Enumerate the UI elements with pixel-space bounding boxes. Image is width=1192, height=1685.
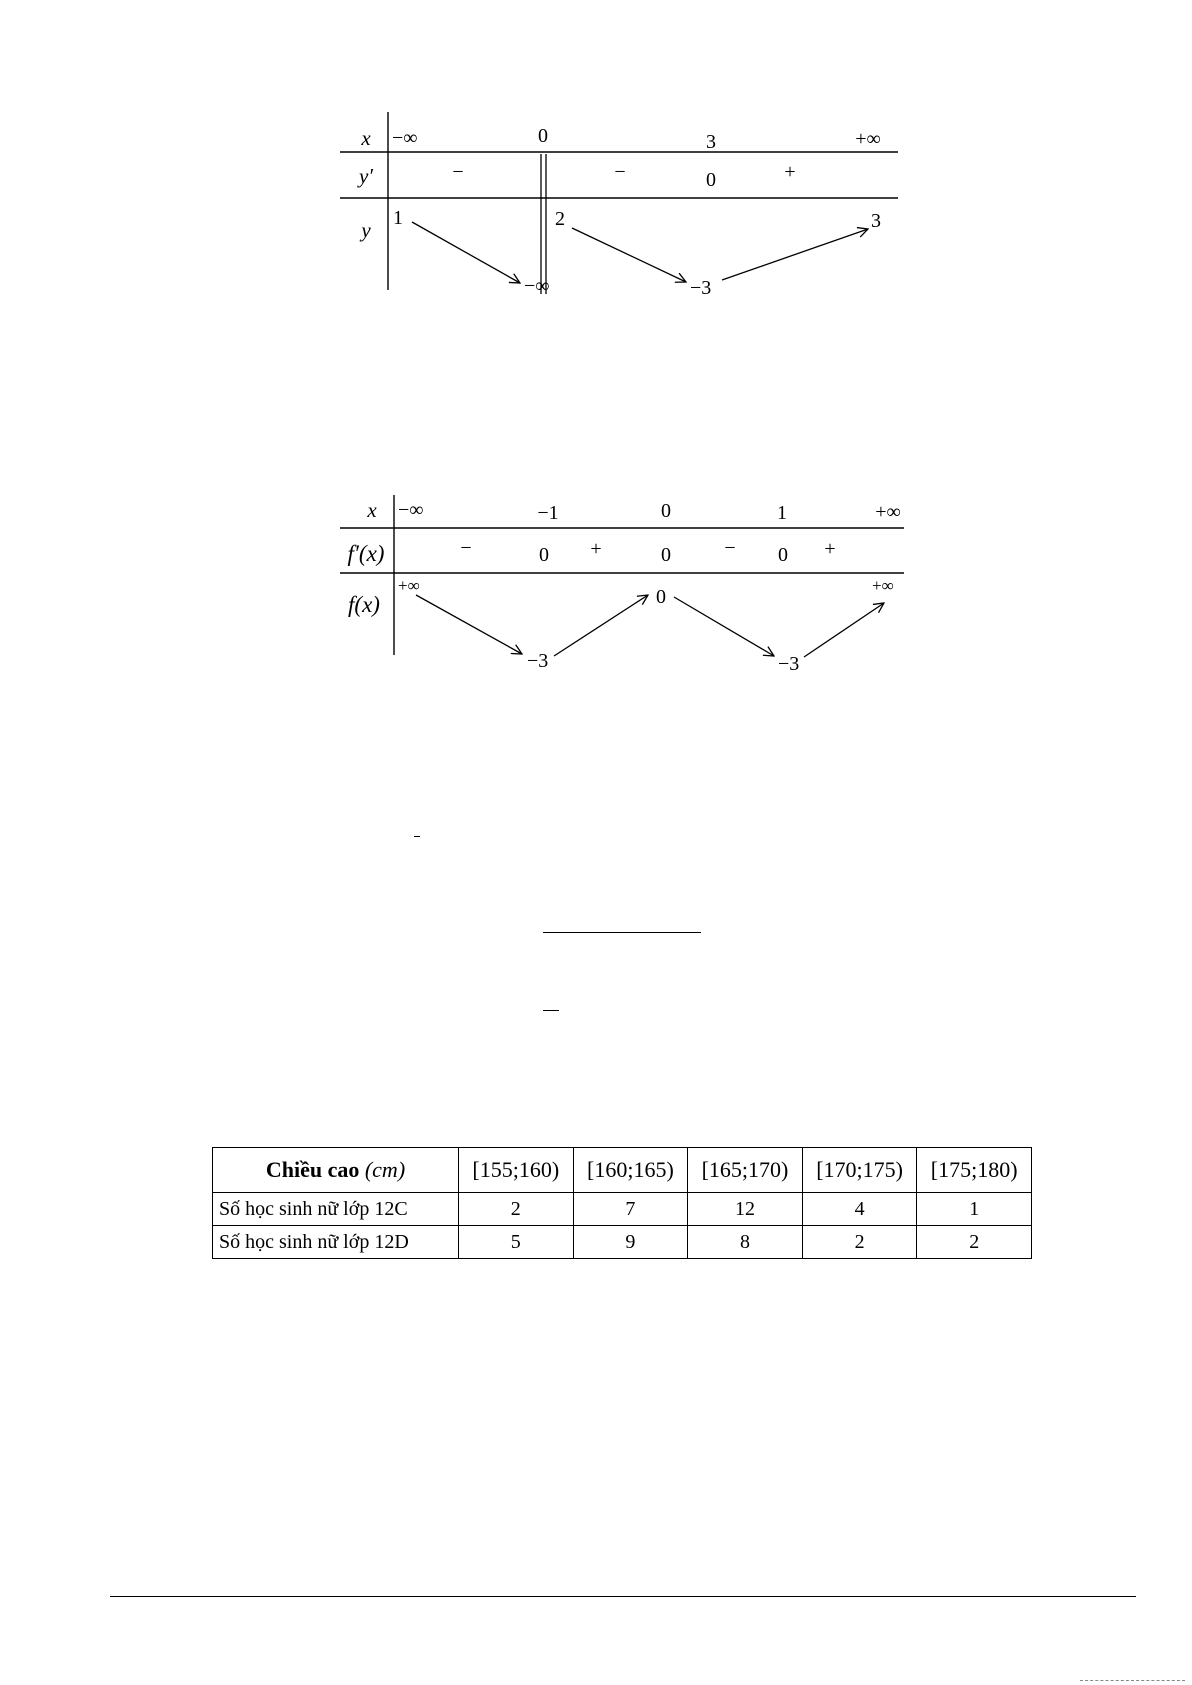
table2-arrow-down-1	[416, 595, 522, 654]
table1-x-plus-infinity: +∞	[855, 128, 881, 150]
table1-value-3: 3	[871, 210, 881, 232]
cell-12c-3: 12	[688, 1193, 803, 1226]
table2-value-plus-infinity-right: +∞	[872, 576, 894, 595]
table1-sign-1: −	[452, 161, 464, 183]
table1-label-derivative: y′	[359, 164, 373, 188]
table1-x-3: 3	[706, 131, 716, 153]
table2-x-minus-infinity: −∞	[398, 499, 424, 521]
header-interval-2: [160;165)	[573, 1148, 688, 1193]
table2-x-1: 1	[777, 502, 787, 524]
table1-value-minus-infinity: −∞	[524, 275, 550, 297]
table1-derivative-zero: 0	[706, 169, 716, 191]
table2-arrow-down-2	[674, 597, 774, 656]
fraction-bar-short	[543, 1010, 559, 1011]
cell-12c-4: 4	[802, 1193, 917, 1226]
height-frequency-table	[212, 1147, 1032, 1259]
variation-table-1-drawing	[330, 112, 910, 312]
table2-value-plus-infinity-left: +∞	[398, 576, 420, 595]
table2-sign-3: −	[724, 537, 736, 559]
table2-value-0: 0	[656, 586, 666, 608]
table2-label-function: f(x)	[348, 592, 380, 617]
header-interval-5: [175;180)	[917, 1148, 1032, 1193]
header-interval-3: [165;170)	[688, 1148, 803, 1193]
table2-value-minus-3-left: −3	[527, 650, 549, 672]
table1-arrow-up	[722, 229, 868, 280]
cell-12c-5: 1	[917, 1193, 1032, 1226]
header-interval-1: [155;160)	[459, 1148, 574, 1193]
table2-arrow-up-1	[554, 595, 648, 656]
table1-x-0: 0	[538, 125, 548, 147]
table2-arrow-up-2	[804, 603, 884, 657]
cell-12d-2: 9	[573, 1226, 688, 1259]
table1-label-x: x	[361, 126, 371, 150]
table2-x-minus-1: −1	[537, 502, 559, 524]
table2-x-0: 0	[661, 500, 671, 522]
cell-12d-3: 8	[688, 1226, 803, 1259]
fraction-bar-small	[414, 836, 420, 837]
cell-12d-1: 5	[459, 1226, 574, 1259]
table1-value-1: 1	[393, 207, 403, 229]
row-label-12d: Số học sinh nữ lớp 12D	[213, 1226, 459, 1259]
cell-12d-4: 2	[802, 1226, 917, 1259]
table2-sign-2: +	[590, 538, 602, 560]
table1-sign-2: −	[614, 161, 626, 183]
table2-derivative-zero-3: 0	[778, 544, 788, 566]
footer-rule	[110, 1596, 1136, 1597]
cell-12c-1: 2	[459, 1193, 574, 1226]
table-row-12d	[213, 1226, 1032, 1259]
variation-table-1	[330, 112, 910, 312]
table1-arrow-down-2	[572, 228, 686, 282]
table2-label-x: x	[367, 498, 377, 522]
header-height-label	[213, 1148, 459, 1193]
table2-sign-4: +	[824, 538, 836, 560]
table2-derivative-zero-2: 0	[661, 544, 671, 566]
table2-x-plus-infinity: +∞	[875, 501, 901, 523]
fraction-bar-long	[543, 932, 701, 933]
table-header-row	[213, 1148, 1032, 1193]
header-height-text: Chiều cao	[265, 1157, 360, 1182]
row-label-12c: Số học sinh nữ lớp 12C	[213, 1193, 459, 1226]
bottom-edge-dashes	[1080, 1680, 1185, 1681]
header-interval-4: [170;175)	[802, 1148, 917, 1193]
table2-sign-1: −	[460, 537, 472, 559]
table-row-12c	[213, 1193, 1032, 1226]
variation-table-2	[330, 495, 920, 680]
table1-x-minus-infinity: −∞	[392, 127, 418, 149]
table2-value-minus-3-right: −3	[778, 653, 800, 675]
table1-sign-3: +	[784, 161, 796, 183]
table1-value-2: 2	[555, 208, 565, 230]
variation-table-2-drawing	[330, 495, 920, 680]
cell-12c-2: 7	[573, 1193, 688, 1226]
table1-arrow-down-1	[412, 222, 520, 283]
table1-value-minus-3: −3	[690, 277, 712, 299]
header-height-unit: (cm)	[364, 1157, 406, 1182]
table1-label-function: y	[361, 218, 371, 242]
table2-label-derivative: f′(x)	[347, 541, 385, 566]
cell-12d-5: 2	[917, 1226, 1032, 1259]
table2-derivative-zero-1: 0	[539, 544, 549, 566]
